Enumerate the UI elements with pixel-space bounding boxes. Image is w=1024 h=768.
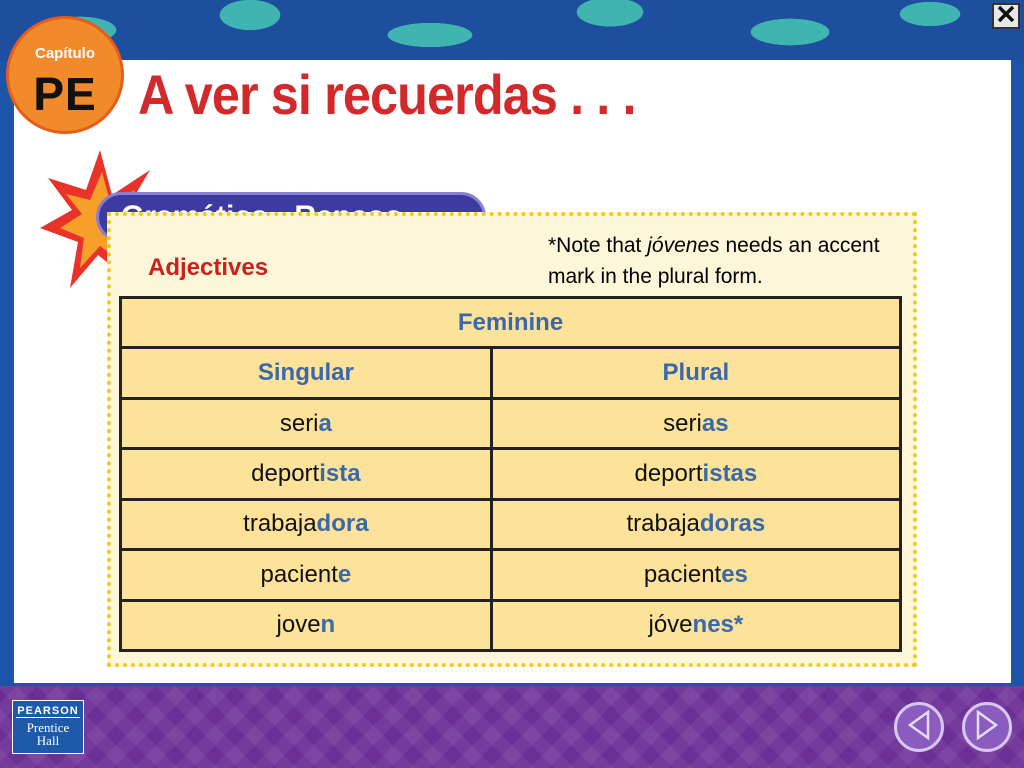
word-stem: jove [276,611,321,639]
table-row [121,449,901,499]
word-ending: dora [316,510,369,538]
close-button[interactable] [992,3,1020,29]
arrow-left-icon [906,710,932,745]
word-stem: deport [251,459,320,487]
page-title: A ver si recuerdas . . . [138,63,636,126]
word-stem: pacient [643,560,722,588]
word-stem: pacient [260,560,338,588]
column-header-singular: Singular [121,348,492,398]
subheading: Adjectives [148,254,269,281]
table-header: Feminine [121,298,901,348]
word-ending: as [701,409,729,437]
word-stem: deport [634,459,703,487]
word-ending: doras [699,510,766,538]
singular-cell [121,499,492,549]
footnote-mark: * [733,611,744,639]
next-slide-button[interactable] [962,702,1012,752]
column-header-plural: Plural [491,348,900,398]
word-stem: jóve [648,611,693,639]
word-stem: trabaja [626,510,700,538]
imprint-line-2: Hall [36,733,60,748]
plural-cell [491,449,900,499]
adjectives-table [119,296,902,652]
word-ending: istas [702,459,758,487]
note-suffix: needs an accent mark in the plural form. [548,234,880,288]
word-stem: seri [279,409,319,437]
table-row [121,600,901,650]
plural-cell [491,398,900,448]
arrow-right-icon [974,710,1000,745]
word-ending: n [320,611,336,639]
word-ending: e [337,560,352,588]
singular-cell [121,600,492,650]
publisher-name: PEARSON [16,701,80,718]
singular-cell [121,449,492,499]
publisher-logo [12,700,84,754]
bottom-navigation-bar [0,686,1024,768]
note-prefix: *Note that [548,234,648,257]
table-row [121,550,901,600]
previous-slide-button[interactable] [894,702,944,752]
decorative-banner [0,0,1024,60]
note-text [548,230,908,292]
word-ending: nes [692,611,734,639]
table-row [121,499,901,549]
word-ending: ista [319,459,361,487]
chapter-code: PE [33,68,97,120]
close-icon [997,5,1015,28]
note-word: jóvenes [647,234,720,257]
publisher-imprint [13,718,83,747]
chapter-label: Capítulo [35,45,95,62]
word-ending: a [318,409,332,437]
plural-cell [491,600,900,650]
table-row [121,398,901,448]
singular-cell [121,550,492,600]
word-ending: es [721,560,748,588]
word-stem: seri [663,409,702,437]
plural-cell [491,499,900,549]
singular-cell [121,398,492,448]
imprint-line-1: Prentice [26,720,70,735]
word-stem: trabaja [243,510,317,538]
plural-cell [491,550,900,600]
chapter-badge [6,16,124,134]
